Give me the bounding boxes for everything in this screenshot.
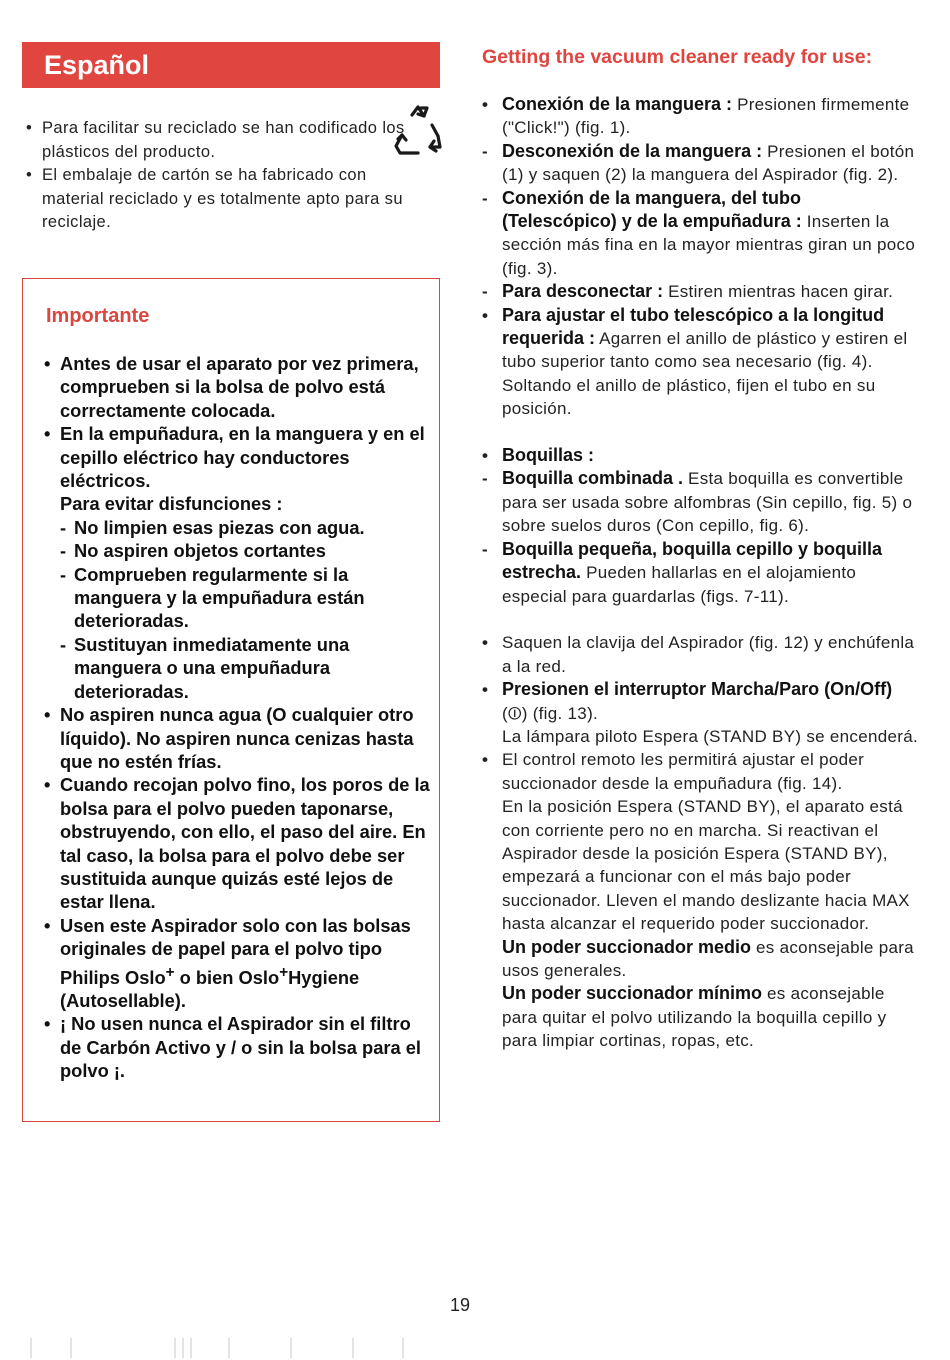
sub-item: - No aspiren objetos cortantes <box>60 540 326 562</box>
list-item: - Para desconectar : Estiren mientras hacen girar. <box>482 281 894 302</box>
subheading: Para evitar disfunciones : <box>60 493 283 515</box>
list-item: • Para facilitar su reciclado se han codificado los plásticos del producto. <box>26 119 405 161</box>
list-item: - Conexión de la manguera, del tubo (Telescópico) y de la empuñadura : Inserten la sección más fina en la mayor mientras giran un poco (fig. 3). <box>482 187 916 278</box>
list-item: • Antes de usar el aparato por vez primera, comprueben si la bolsa de polvo está correctamente colocada. <box>44 353 419 421</box>
list-item: • Usen este Aspirador solo con las bolsas originales de papel para el polvo tipo Philips Oslo+ o bien Oslo+Hygiene (Autosellable). <box>44 914 411 1012</box>
sub-item: - Sustituyan inmediatamente una manguera o una empuñadura deterioradas. <box>60 633 350 702</box>
important-box <box>22 278 440 1122</box>
list-item: • El embalaje de cartón se ha fabricado con material reciclado y es totalmente apto para su reciclaje. <box>26 166 403 231</box>
print-marks <box>30 1338 450 1358</box>
list-item: • ¡ No usen nunca el Aspirador sin el filtro de Carbón Activo y / o sin la bolsa para el polvo ¡. <box>44 1013 421 1082</box>
language-title: Español <box>44 50 150 80</box>
recycling-notes <box>22 117 422 235</box>
instructions-list <box>480 93 920 1053</box>
page-number: 19 <box>450 1295 471 1315</box>
list-item: - Desconexión de la manguera : Presionen el botón (1) y saquen (2) la manguera del Aspirador (fig. 2). <box>482 140 915 185</box>
list-item: • Para ajustar el tubo telescópico a la longitud requerida : Agarren el anillo de plástico y estiren el tubo superior tanto como sea necesario (fig. 4). Soltando el anillo de plástico, fijen el tubo en su posición. <box>482 304 908 419</box>
list-item: • Conexión de la manguera : Presionen firmemente ("Click!") (fig. 1). <box>482 94 910 138</box>
list-item: - Boquilla pequeña, boquilla cepillo y boquilla estrecha. Pueden hallarlas en el alojamiento especial para guardarlas (figs. 7-11). <box>482 538 883 606</box>
sub-item: - No limpien esas piezas con agua. <box>60 516 365 538</box>
important-title: Importante <box>46 305 150 327</box>
list-item: • Cuando recojan polvo fino, los poros de la bolsa para el polvo pueden taponarse, obstruyendo, con ello, el paso del aire. En tal caso, la bolsa para el polvo debe ser sustituida aunque quizás esté lejos de estar llena. <box>44 774 430 913</box>
list-item: • No aspiren nunca agua (O cualquier otro líquido). No aspiren nunca cenizas hasta que no estén frías. <box>44 704 414 772</box>
list-item: • Presionen el interruptor Marcha/Paro (On/Off) (⏼) (fig. 13). La lámpara piloto Espera (STAND BY) se encenderá. <box>482 679 918 746</box>
list-item: • Saquen la clavija del Aspirador (fig. 12) y enchúfenla a la red. <box>482 633 915 676</box>
list-item: • El control remoto les permitirá ajustar el poder succionador desde la empuñadura (fig. 14). En la posición Espera (STAND BY), el aparato está con corriente pero no en marcha. Si reactivan el Aspirador desde la posición Espera (STAND BY), empezará a funcionar con el más bajo poder succionador. Lleven el mando deslizante hacia MAX hasta alcanzar el requerido poder succionador. Un poder succionador medio es aconsejable para usos generales. Un poder succionador mínimo es aconsejable para quitar el polvo utilizando la boquilla cepillo y para limpiar cortinas, ropas, etc. <box>482 750 914 1051</box>
list-item: • Boquillas : <box>482 445 595 466</box>
sub-item: - Comprueben regularmente si la manguera y la empuñadura están deterioradas. <box>60 563 365 632</box>
section-header <box>22 42 440 88</box>
important-list <box>43 352 435 1083</box>
recycle-icon <box>388 103 448 163</box>
list-item: - Boquilla combinada . Esta boquilla es convertible para ser usada sobre alfombras (Sin cepillo, fig. 5) o sobre suelos duros (Con cepillo, fig. 6). <box>482 468 913 536</box>
list-item: • En la empuñadura, en la manguera y en el cepillo eléctrico hay conductores eléctricos. Para evitar disfunciones : - No limpien esas piezas con agua. - No aspiren objetos cortantes - Comprueben regularmente si la manguera y la empuñadura están deterioradas. - Sustituyan inmediatamente una manguera o una empuñadura deterioradas. <box>43 422 435 703</box>
section-title: Getting the vacuum cleaner ready for use: <box>482 46 873 68</box>
